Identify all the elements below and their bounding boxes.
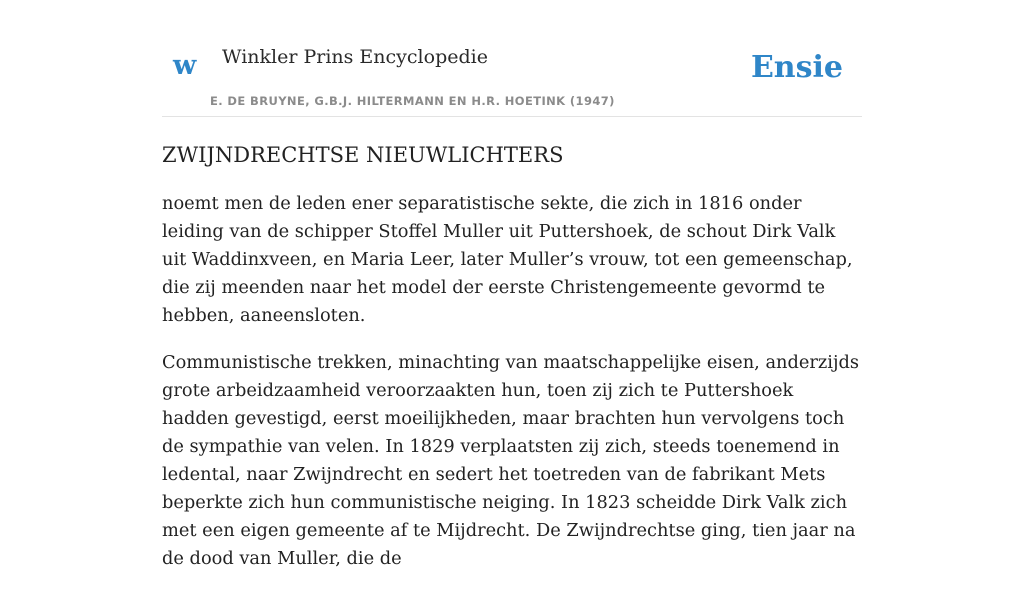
source-authors: E. DE BRUYNE, G.B.J. HILTERMANN EN H.R. HOETINK (1947) [210, 94, 615, 108]
article [162, 140, 862, 592]
article-paragraph: noemt men de leden ener separatistische sekte, die zich in 1816 onder leiding van de schipper Stoffel Muller uit Puttershoek, de schout Dirk Valk uit Waddinxveen, en Maria Leer, later Muller’s vrouw, tot een gemeenschap, die zij meenden naar het model der eerste Christengemeente gevormd te hebben, aaneensloten. [162, 193, 853, 326]
article-paragraph: Communistische trekken, minachting van maatschappelijke eisen, anderzijds grote arbeidzaamheid veroorzaakten hun, toen zij zich te Puttershoek hadden gevestigd, eerst moeilijkheden, maar brachten hun vervolgens toch de sympathie van velen. In 1829 verplaatsten zij zich, steeds toenemend in ledental, naar Zwijndrecht en sedert het toetreden van de fabrikant Mets beperkte zich hun communistische neiging. In 1823 scheidde Dirk Valk zich met een eigen gemeente af te Mijdrecht. De Zwijndrechtse ging, tien jaar na de dood van Muller, die de [162, 352, 859, 569]
ensie-logo[interactable]: Ensie [750, 50, 843, 85]
source-title[interactable]: Winkler Prins Encyclopedie [222, 46, 488, 68]
source-logo[interactable]: w [173, 50, 197, 81]
article-title: ZWIJNDRECHTSE NIEUWLICHTERS [162, 143, 564, 167]
source-header [162, 40, 862, 117]
